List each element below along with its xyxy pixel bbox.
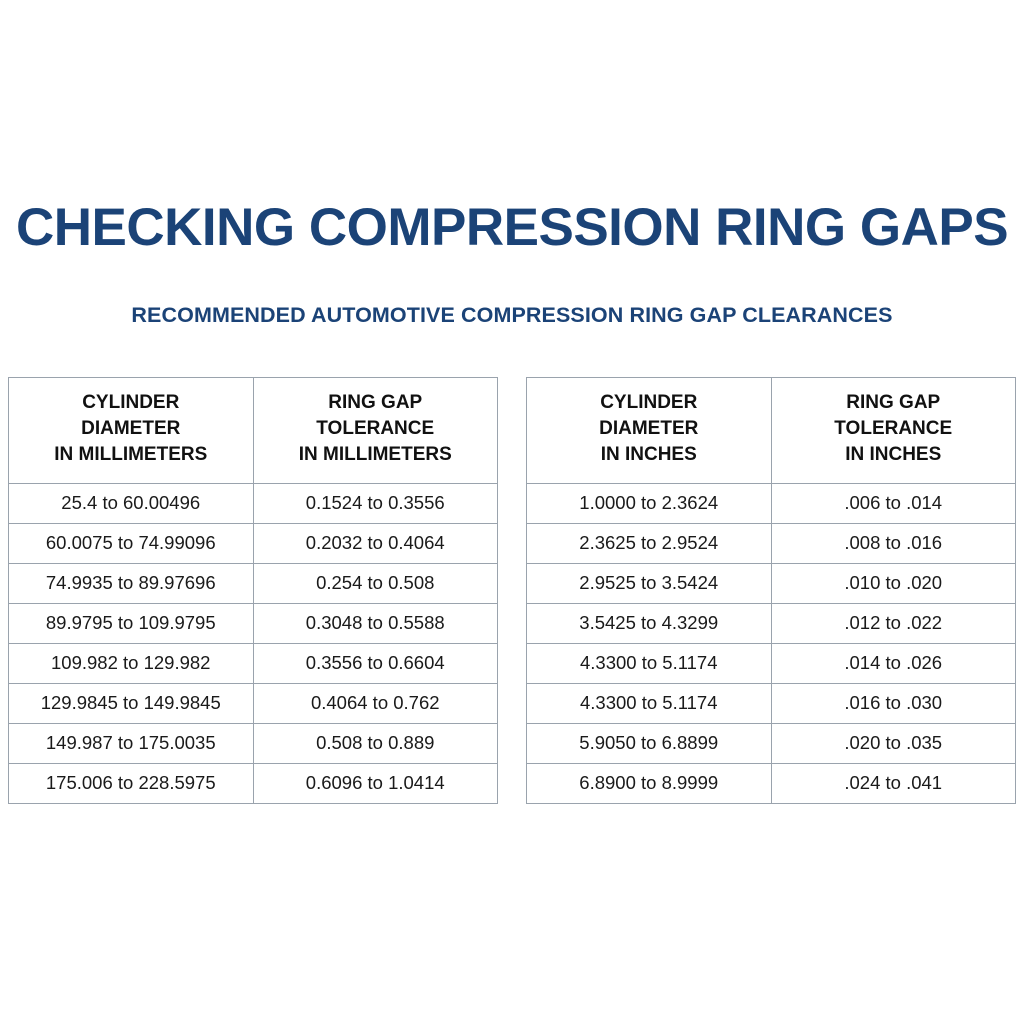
metric-header-tolerance-line3: IN MILLIMETERS — [298, 444, 452, 466]
metric-cell-tolerance: 0.3556 to 0.6604 — [253, 643, 498, 683]
imperial-header-diameter — [527, 378, 772, 484]
table-row — [9, 483, 498, 523]
table-row — [9, 683, 498, 723]
imperial-cell-diameter: 6.8900 to 8.9999 — [527, 763, 772, 803]
imperial-header-diameter-line3: IN INCHES — [600, 444, 697, 466]
metric-header-tolerance-line2: TOLERANCE — [316, 418, 435, 440]
imperial-header-tolerance — [771, 378, 1016, 484]
metric-header-diameter — [9, 378, 254, 484]
metric-header-row — [9, 378, 498, 484]
metric-cell-tolerance: 0.3048 to 0.5588 — [253, 603, 498, 643]
metric-table — [8, 377, 498, 804]
imperial-cell-diameter: 4.3300 to 5.1174 — [527, 643, 772, 683]
table-row — [9, 523, 498, 563]
imperial-cell-diameter: 5.9050 to 6.8899 — [527, 723, 772, 763]
imperial-cell-diameter: 3.5425 to 4.3299 — [527, 603, 772, 643]
table-row — [527, 763, 1016, 803]
imperial-header-diameter-line1: CYLINDER — [600, 392, 698, 413]
metric-cell-tolerance: 0.254 to 0.508 — [253, 563, 498, 603]
table-row — [527, 643, 1016, 683]
imperial-header-tolerance-line1: RING GAP — [846, 392, 941, 413]
metric-cell-tolerance: 0.2032 to 0.4064 — [253, 523, 498, 563]
imperial-cell-diameter: 2.3625 to 2.9524 — [527, 523, 772, 563]
metric-header-tolerance-line1: RING GAP — [328, 392, 423, 413]
imperial-table-body — [527, 483, 1016, 803]
table-row — [527, 563, 1016, 603]
metric-cell-diameter: 25.4 to 60.00496 — [9, 483, 254, 523]
page-subtitle: RECOMMENDED AUTOMOTIVE COMPRESSION RING GAP CLEARANCES — [131, 303, 893, 327]
imperial-cell-tolerance: .008 to .016 — [771, 523, 1016, 563]
table-row — [527, 523, 1016, 563]
imperial-table-head — [527, 378, 1016, 484]
imperial-cell-tolerance: .020 to .035 — [771, 723, 1016, 763]
metric-cell-diameter: 74.9935 to 89.97696 — [9, 563, 254, 603]
metric-cell-diameter: 60.0075 to 74.99096 — [9, 523, 254, 563]
metric-cell-tolerance: 0.4064 to 0.762 — [253, 683, 498, 723]
table-row — [9, 643, 498, 683]
imperial-cell-diameter: 4.3300 to 5.1174 — [527, 683, 772, 723]
imperial-cell-tolerance: .024 to .041 — [771, 763, 1016, 803]
imperial-cell-tolerance: .014 to .026 — [771, 643, 1016, 683]
table-row — [527, 723, 1016, 763]
table-row — [9, 563, 498, 603]
imperial-cell-tolerance: .010 to .020 — [771, 563, 1016, 603]
page-title: CHECKING COMPRESSION RING GAPS — [15, 198, 1009, 257]
table-row — [527, 483, 1016, 523]
table-row — [527, 683, 1016, 723]
imperial-table — [526, 377, 1016, 804]
imperial-cell-tolerance: .016 to .030 — [771, 683, 1016, 723]
imperial-cell-tolerance: .012 to .022 — [771, 603, 1016, 643]
table-row — [9, 603, 498, 643]
metric-cell-tolerance: 0.508 to 0.889 — [253, 723, 498, 763]
metric-cell-diameter: 175.006 to 228.5975 — [9, 763, 254, 803]
imperial-cell-diameter: 1.0000 to 2.3624 — [527, 483, 772, 523]
table-row — [527, 603, 1016, 643]
metric-header-diameter-line3: IN MILLIMETERS — [54, 444, 208, 466]
table-row — [9, 763, 498, 803]
tables-container — [8, 377, 1016, 804]
metric-table-head — [9, 378, 498, 484]
imperial-cell-tolerance: .006 to .014 — [771, 483, 1016, 523]
metric-table-body — [9, 483, 498, 803]
metric-cell-diameter: 109.982 to 129.982 — [9, 643, 254, 683]
metric-header-diameter-line1: CYLINDER — [82, 392, 180, 413]
metric-header-diameter-line2: DIAMETER — [81, 418, 181, 440]
metric-cell-diameter: 129.9845 to 149.9845 — [9, 683, 254, 723]
metric-cell-tolerance: 0.1524 to 0.3556 — [253, 483, 498, 523]
imperial-cell-diameter: 2.9525 to 3.5424 — [527, 563, 772, 603]
imperial-header-tolerance-line3: IN INCHES — [845, 444, 942, 466]
imperial-header-row — [527, 378, 1016, 484]
table-row — [9, 723, 498, 763]
metric-cell-diameter: 149.987 to 175.0035 — [9, 723, 254, 763]
imperial-header-tolerance-line2: TOLERANCE — [834, 418, 953, 440]
metric-header-tolerance — [253, 378, 498, 484]
metric-cell-tolerance: 0.6096 to 1.0414 — [253, 763, 498, 803]
imperial-header-diameter-line2: DIAMETER — [599, 418, 699, 440]
metric-cell-diameter: 89.9795 to 109.9795 — [9, 603, 254, 643]
